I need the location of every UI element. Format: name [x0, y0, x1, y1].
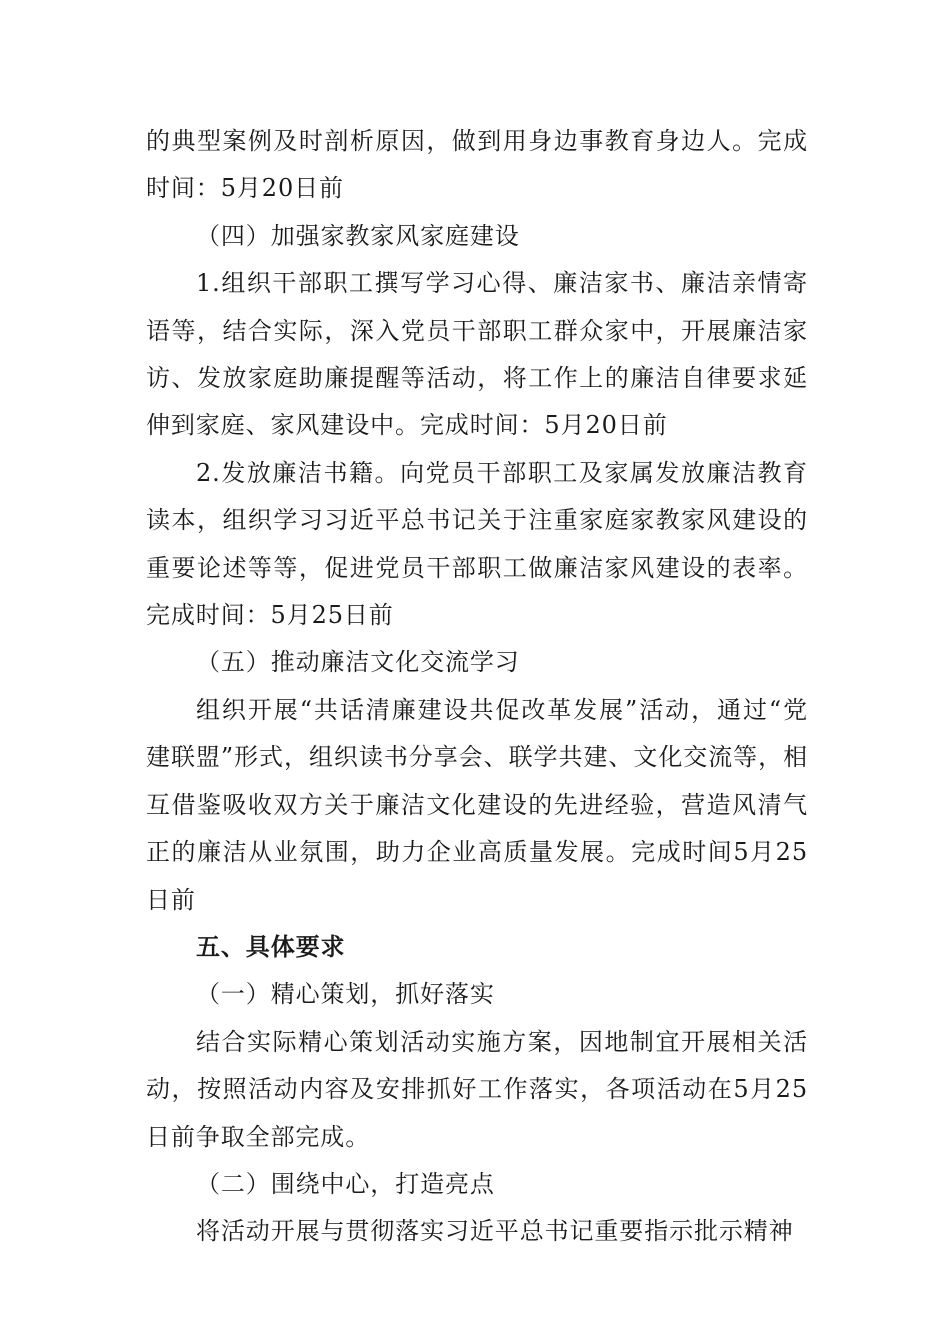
heading-family-tradition: （四）加强家教家风家庭建设: [196, 221, 520, 250]
heading-careful-planning: （一）精心策划，抓好落实: [196, 980, 495, 1009]
document-page: [146, 118, 808, 1256]
paragraph-implementation: 结合实际精心策划活动实施方案，因地制宜开展相关活动，按照活动内容及安排抓好工作落实，各项活动在5月25日前争取全部完成。: [146, 1027, 808, 1151]
paragraph-implement-instructions: 将活动开展与贯彻落实习近平总书记重要指示批示精神: [196, 1217, 794, 1246]
paragraph-distribute-books: 2.发放廉洁书籍。向党员干部职工及家属发放廉洁教育读本，组织学习习近平总书记关于注重家庭家教家风建设的重要论述等等，促进党员干部职工做廉洁家风建设的表率。完成时间：5月25日前: [146, 458, 808, 630]
heading-specific-requirements: 五、具体要求: [196, 932, 346, 961]
heading-focus-center: （二）围绕中心，打造亮点: [196, 1169, 495, 1198]
heading-culture-exchange: （五）推动廉洁文化交流学习: [196, 648, 520, 677]
paragraph-write-letters: 1.组织干部职工撰写学习心得、廉洁家书、廉洁亲情寄语等，结合实际，深入党员干部职工群众家中，开展廉洁家访、发放家庭助廉提醒等活动，将工作上的廉洁自律要求延伸到家庭、家风建设中。完成时间：5月20日前: [146, 269, 808, 440]
paragraph-case-analysis: 的典型案例及时剖析原因，做到用身边事教育身边人。完成时间：5月20日前: [146, 127, 808, 203]
paragraph-exchange-activity: 组织开展“共话清廉建设共促改革发展”活动，通过“党建联盟”形式，组织读书分享会、联学共建、文化交流等，相互借鉴吸收双方关于廉洁文化建设的先进经验，营造风清气正的廉洁从业氛围，助力企业高质量发展。完成时间5月25日前: [146, 695, 808, 914]
